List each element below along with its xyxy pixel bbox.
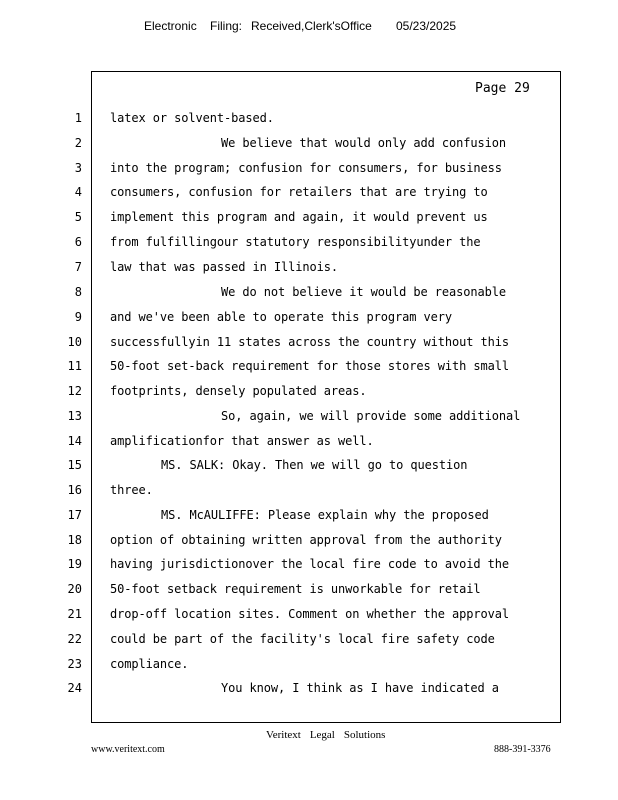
transcript-line: could be part of the facility's local fire safety code: [110, 632, 495, 646]
transcript-line: law that was passed in Illinois.: [110, 260, 338, 274]
transcript-line: implement this program and again, it would prevent us: [110, 210, 488, 224]
transcript-line: 50-foot setback requirement is unworkable for retail: [110, 582, 481, 596]
transcript-line: and we've been able to operate this program very: [110, 310, 452, 324]
line-number: 21: [67, 607, 82, 621]
transcript-line: 50-foot set-back requirement for those stores with small: [110, 359, 509, 373]
line-number: 9: [74, 310, 82, 324]
line-number: 3: [74, 161, 82, 175]
header-filing: Filing:: [210, 19, 243, 33]
line-number: 2: [74, 136, 82, 150]
line-number: 22: [67, 632, 82, 646]
transcript-line: option of obtaining written approval from the authority: [110, 533, 502, 547]
transcript-line: into the program; confusion for consumers, for business: [110, 161, 502, 175]
transcript-line: successfullyin 11 states across the country without this: [110, 335, 509, 349]
line-number: 23: [67, 657, 82, 671]
footer-company-veritext: Veritext: [266, 729, 301, 741]
line-number: 6: [74, 235, 82, 249]
transcript-line: latex or solvent-based.: [110, 111, 274, 125]
line-number: 19: [67, 557, 82, 571]
transcript-line: footprints, densely populated areas.: [110, 384, 367, 398]
footer-company: [266, 729, 394, 741]
line-number: 10: [67, 335, 82, 349]
line-number: 1: [74, 111, 82, 125]
transcript-line: from fulfillingour statutory responsibilityunder the: [110, 235, 481, 249]
line-number: 14: [67, 434, 82, 448]
transcript-line: three.: [110, 483, 153, 497]
transcript-line: compliance.: [110, 657, 189, 671]
transcript-line: having jurisdictionover the local fire code to avoid the: [110, 557, 509, 571]
transcript-line: drop-off location sites. Comment on whether the approval: [110, 607, 509, 621]
line-number: 15: [67, 458, 82, 472]
transcript-line: So, again, we will provide some additional: [221, 409, 521, 423]
header-date: 05/23/2025: [396, 19, 457, 33]
transcript-line: amplificationfor that answer as well.: [110, 434, 374, 448]
line-number: 7: [74, 260, 82, 274]
transcript-line: consumers, confusion for retailers that are trying to: [110, 185, 488, 199]
footer-phone: 888-391-3376: [494, 744, 551, 755]
line-number: 16: [67, 483, 82, 497]
transcript-line: We do not believe it would be reasonable: [221, 285, 506, 299]
line-number: 5: [74, 210, 82, 224]
header-received: Received,Clerk'sOffice: [251, 19, 372, 33]
transcript-line: We believe that would only add confusion: [221, 136, 506, 150]
line-number: 4: [74, 185, 82, 199]
transcript-line: MS. SALK: Okay. Then we will go to question: [161, 458, 468, 472]
transcript-line: MS. McAULIFFE: Please explain why the proposed: [161, 508, 489, 522]
page-number: Page 29: [475, 81, 530, 96]
line-number: 8: [74, 285, 82, 299]
line-number: 12: [67, 384, 82, 398]
footer-company-solutions: Solutions: [343, 729, 386, 741]
footer-website: www.veritext.com: [91, 744, 165, 755]
line-number: 24: [67, 681, 82, 695]
line-number: 17: [67, 508, 82, 522]
transcript-line: You know, I think as I have indicated a: [221, 681, 499, 695]
line-number: 20: [67, 582, 82, 596]
line-number: 11: [67, 359, 82, 373]
footer-company-legal: Legal: [309, 729, 335, 741]
header-electronic: Electronic: [144, 19, 197, 33]
line-number: 18: [67, 533, 82, 547]
line-number: 13: [67, 409, 82, 423]
